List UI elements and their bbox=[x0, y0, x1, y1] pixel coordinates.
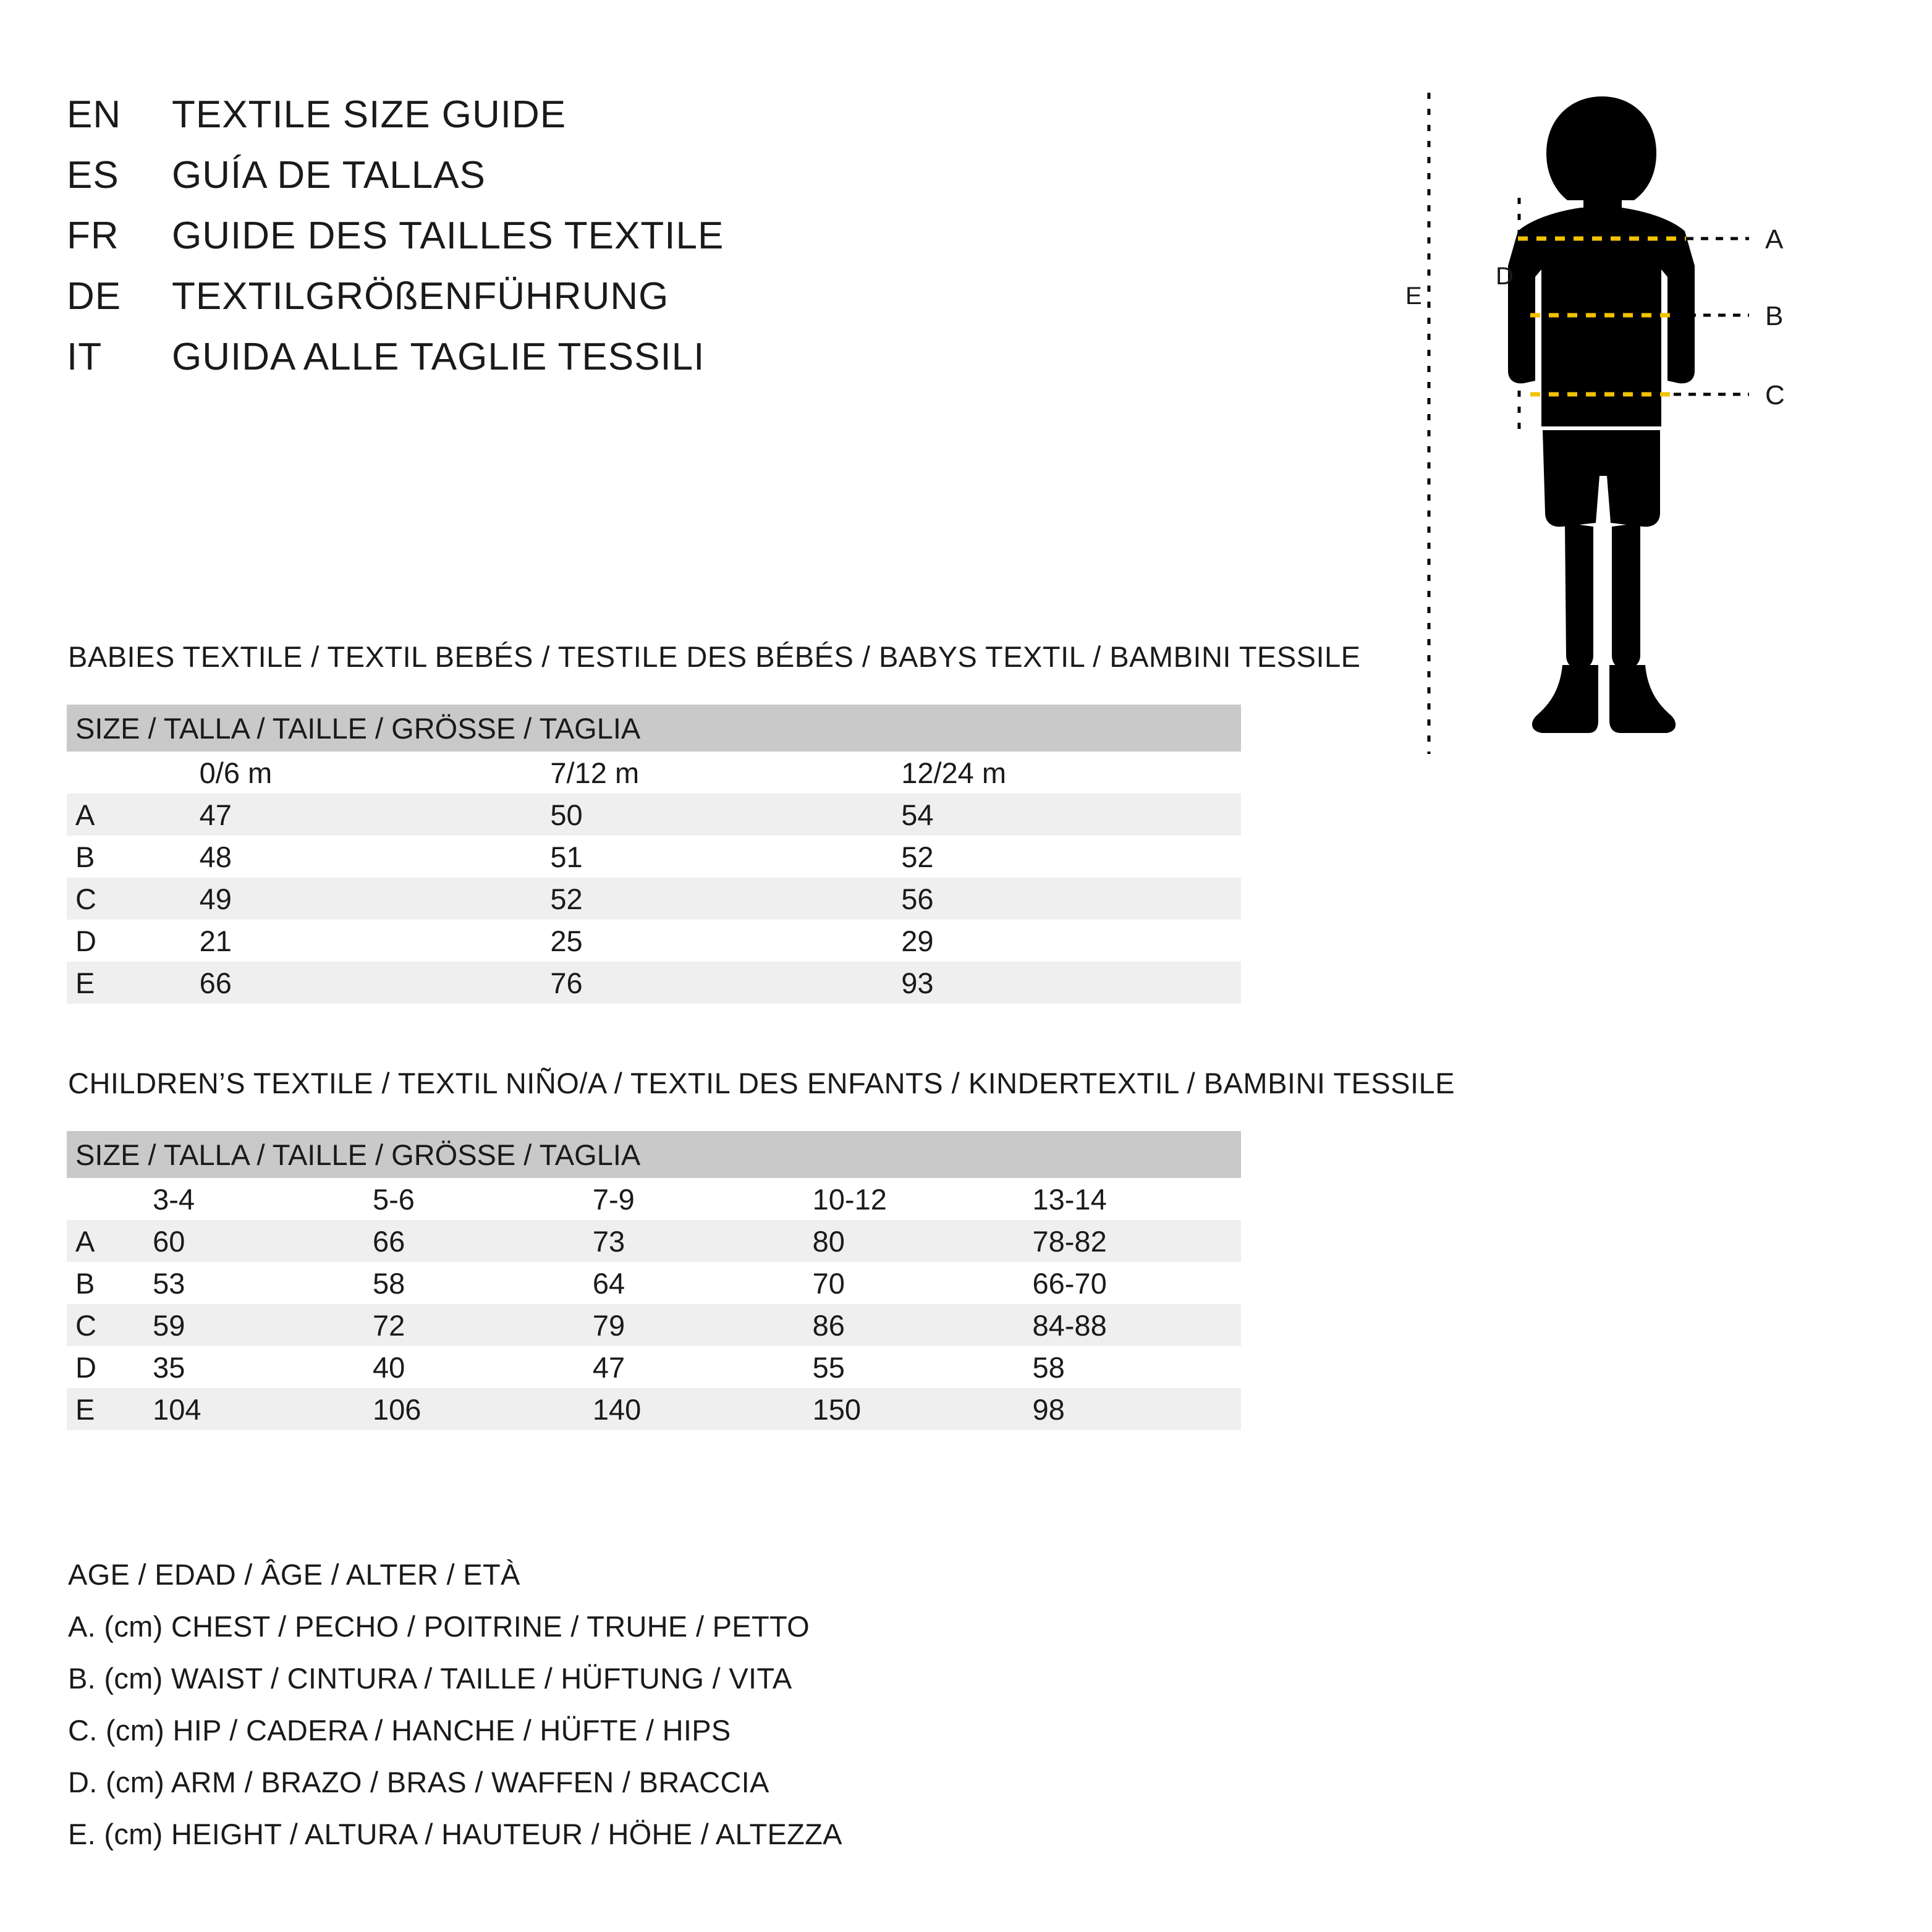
table-header-band bbox=[67, 705, 1241, 752]
language-row bbox=[67, 214, 932, 274]
table-column-header-row bbox=[67, 1178, 1241, 1220]
table-cell: 66 bbox=[362, 1220, 582, 1262]
table-cell: 29 bbox=[890, 920, 1241, 962]
table-cell: 86 bbox=[802, 1304, 1022, 1346]
table-row bbox=[67, 920, 1241, 962]
row-label: C bbox=[67, 1304, 142, 1346]
table-cell: 25 bbox=[539, 920, 890, 962]
children-band-label: SIZE / TALLA / TAILLE / GRÖSSE / TAGLIA bbox=[67, 1131, 1241, 1178]
table-cell: 49 bbox=[189, 878, 540, 920]
table-cell: 98 bbox=[1022, 1388, 1242, 1430]
row-label: A bbox=[67, 1220, 142, 1262]
table-cell: 60 bbox=[142, 1220, 362, 1262]
table-cell: 66 bbox=[189, 962, 540, 1004]
table-cell: 51 bbox=[539, 836, 890, 878]
language-code: FR bbox=[67, 214, 119, 257]
language-code: IT bbox=[67, 336, 103, 378]
column-header: 3-4 bbox=[142, 1178, 362, 1220]
table-cell: 73 bbox=[582, 1220, 802, 1262]
table-cell: 106 bbox=[362, 1388, 582, 1430]
table-row bbox=[67, 962, 1241, 1004]
column-header: 5-6 bbox=[362, 1178, 582, 1220]
table-cell: 72 bbox=[362, 1304, 582, 1346]
figure-marker-a: A bbox=[1765, 224, 1784, 255]
language-title: TEXTILE SIZE GUIDE bbox=[172, 93, 567, 136]
table-cell: 47 bbox=[582, 1346, 802, 1388]
table-cell: 59 bbox=[142, 1304, 362, 1346]
column-header: 7/12 m bbox=[539, 752, 890, 794]
table-cell: 66-70 bbox=[1022, 1262, 1242, 1304]
language-title: TEXTILGRÖßENFÜHRUNG bbox=[172, 275, 669, 318]
table-cell: 140 bbox=[582, 1388, 802, 1430]
table-row bbox=[67, 1262, 1241, 1304]
table-row bbox=[67, 1346, 1241, 1388]
table-row bbox=[67, 1388, 1241, 1430]
legend-line-waist: B. (cm) WAIST / CINTURA / TAILLE / HÜFTUNG / VITA bbox=[68, 1662, 792, 1695]
table-cell: 56 bbox=[890, 878, 1241, 920]
corner-cell bbox=[67, 752, 189, 794]
table-cell: 78-82 bbox=[1022, 1220, 1242, 1262]
table-cell: 104 bbox=[142, 1388, 362, 1430]
table-row bbox=[67, 1220, 1241, 1262]
table-cell: 93 bbox=[890, 962, 1241, 1004]
row-label: C bbox=[67, 878, 189, 920]
column-header: 0/6 m bbox=[189, 752, 540, 794]
table-cell: 70 bbox=[802, 1262, 1022, 1304]
table-cell: 58 bbox=[1022, 1346, 1242, 1388]
legend-line-age: AGE / EDAD / ÂGE / ALTER / ETÀ bbox=[68, 1558, 520, 1591]
column-header: 13-14 bbox=[1022, 1178, 1242, 1220]
child-silhouette bbox=[1508, 96, 1695, 733]
table-cell: 84-88 bbox=[1022, 1304, 1242, 1346]
babies-section-caption: BABIES TEXTILE / TEXTIL BEBÉS / TESTILE DES BÉBÉS / BABYS TEXTIL / BAMBINI TESSILE bbox=[68, 640, 1361, 673]
language-code: EN bbox=[67, 93, 122, 136]
table-cell: 58 bbox=[362, 1262, 582, 1304]
language-title: GUÍA DE TALLAS bbox=[172, 154, 486, 197]
legend-block bbox=[68, 1557, 1366, 1869]
column-header: 10-12 bbox=[802, 1178, 1022, 1220]
babies-band-label: SIZE / TALLA / TAILLE / GRÖSSE / TAGLIA bbox=[67, 705, 1241, 752]
figure-marker-b: B bbox=[1765, 301, 1784, 331]
language-row bbox=[67, 335, 932, 396]
table-cell: 76 bbox=[539, 962, 890, 1004]
children-section-caption: CHILDREN’S TEXTILE / TEXTIL NIÑO/A / TEXTIL DES ENFANTS / KINDERTEXTIL / BAMBINI TESSILE bbox=[68, 1067, 1455, 1099]
legend-line-height: E. (cm) HEIGHT / ALTURA / HAUTEUR / HÖHE / ALTEZZA bbox=[68, 1818, 842, 1850]
table-cell: 52 bbox=[890, 836, 1241, 878]
row-label: D bbox=[67, 1346, 142, 1388]
row-label: B bbox=[67, 836, 189, 878]
row-label: A bbox=[67, 794, 189, 836]
table-cell: 48 bbox=[189, 836, 540, 878]
row-label: E bbox=[67, 1388, 142, 1430]
figure-marker-d: D bbox=[1496, 263, 1514, 290]
table-cell: 80 bbox=[802, 1220, 1022, 1262]
table-cell: 53 bbox=[142, 1262, 362, 1304]
table-cell: 50 bbox=[539, 794, 890, 836]
table-row bbox=[67, 1304, 1241, 1346]
table-cell: 79 bbox=[582, 1304, 802, 1346]
language-code: DE bbox=[67, 275, 122, 318]
table-row bbox=[67, 794, 1241, 836]
table-cell: 21 bbox=[189, 920, 540, 962]
figure-marker-e: E bbox=[1405, 282, 1422, 310]
legend-line-chest: A. (cm) CHEST / PECHO / POITRINE / TRUHE / PETTO bbox=[68, 1610, 810, 1643]
table-column-header-row bbox=[67, 752, 1241, 794]
table-cell: 64 bbox=[582, 1262, 802, 1304]
row-label: D bbox=[67, 920, 189, 962]
column-header: 7-9 bbox=[582, 1178, 802, 1220]
language-row bbox=[67, 274, 932, 335]
row-label: B bbox=[67, 1262, 142, 1304]
table-header-band bbox=[67, 1131, 1241, 1178]
language-title: GUIDE DES TAILLES TEXTILE bbox=[172, 214, 724, 257]
table-cell: 150 bbox=[802, 1388, 1022, 1430]
table-row bbox=[67, 878, 1241, 920]
language-code: ES bbox=[67, 154, 119, 197]
language-title-block bbox=[67, 93, 932, 396]
table-cell: 47 bbox=[189, 794, 540, 836]
table-cell: 55 bbox=[802, 1346, 1022, 1388]
row-label: E bbox=[67, 962, 189, 1004]
table-row bbox=[67, 836, 1241, 878]
language-row bbox=[67, 153, 932, 214]
column-header: 12/24 m bbox=[890, 752, 1241, 794]
table-cell: 52 bbox=[539, 878, 890, 920]
children-size-table bbox=[67, 1131, 1241, 1430]
language-row bbox=[67, 93, 932, 153]
measurement-figure bbox=[1403, 80, 1897, 773]
babies-size-table bbox=[67, 705, 1241, 1004]
language-title: GUIDA ALLE TAGLIE TESSILI bbox=[172, 336, 705, 378]
figure-marker-c: C bbox=[1765, 380, 1785, 410]
legend-line-hip: C. (cm) HIP / CADERA / HANCHE / HÜFTE / HIPS bbox=[68, 1714, 731, 1747]
legend-line-arm: D. (cm) ARM / BRAZO / BRAS / WAFFEN / BRACCIA bbox=[68, 1766, 769, 1799]
table-cell: 54 bbox=[890, 794, 1241, 836]
table-cell: 40 bbox=[362, 1346, 582, 1388]
corner-cell bbox=[67, 1178, 142, 1220]
table-cell: 35 bbox=[142, 1346, 362, 1388]
